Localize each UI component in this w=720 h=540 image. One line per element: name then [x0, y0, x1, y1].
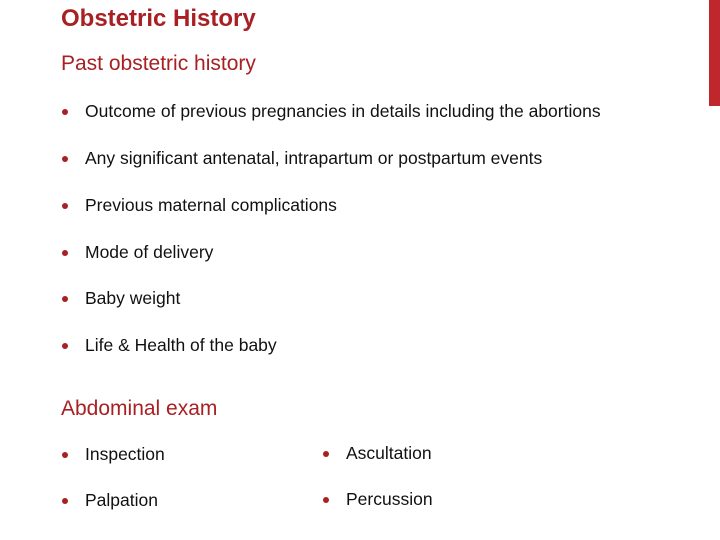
bullet-text: Previous maternal complications — [85, 195, 337, 215]
bullet-text: Inspection — [85, 444, 165, 464]
bullet-icon — [62, 250, 68, 256]
past-history-item — [62, 101, 601, 122]
past-history-item — [62, 288, 180, 309]
bullet-icon — [62, 452, 68, 458]
bullet-text: Any significant antenatal, intrapartum or postpartum events — [85, 148, 543, 168]
bullet-icon — [323, 497, 329, 503]
bullet-icon — [62, 203, 68, 209]
abdominal-exam-heading: Abdominal exam — [61, 397, 218, 420]
past-history-item — [62, 195, 337, 216]
bullet-icon — [62, 296, 68, 302]
accent-bar — [709, 0, 720, 106]
bullet-text: Mode of delivery — [85, 242, 214, 262]
abdominal-exam-item — [62, 490, 158, 511]
bullet-text: Baby weight — [85, 288, 181, 308]
bullet-text: Palpation — [85, 490, 158, 510]
bullet-icon — [62, 109, 68, 115]
past-history-heading: Past obstetric history — [61, 52, 256, 75]
bullet-text: Life & Health of the baby — [85, 335, 277, 355]
past-history-item — [62, 148, 542, 169]
bullet-icon — [62, 498, 68, 504]
bullet-icon — [62, 156, 68, 162]
abdominal-exam-item — [323, 443, 432, 464]
slide-title: Obstetric History — [61, 5, 256, 32]
abdominal-exam-item — [323, 489, 433, 510]
bullet-icon — [323, 451, 329, 457]
past-history-item — [62, 242, 213, 263]
bullet-text: Outcome of previous pregnancies in details including the abortions — [85, 101, 601, 121]
bullet-text: Percussion — [346, 489, 433, 509]
bullet-text: Ascultation — [346, 443, 432, 463]
bullet-icon — [62, 343, 68, 349]
abdominal-exam-item — [62, 444, 165, 465]
past-history-item — [62, 335, 277, 356]
